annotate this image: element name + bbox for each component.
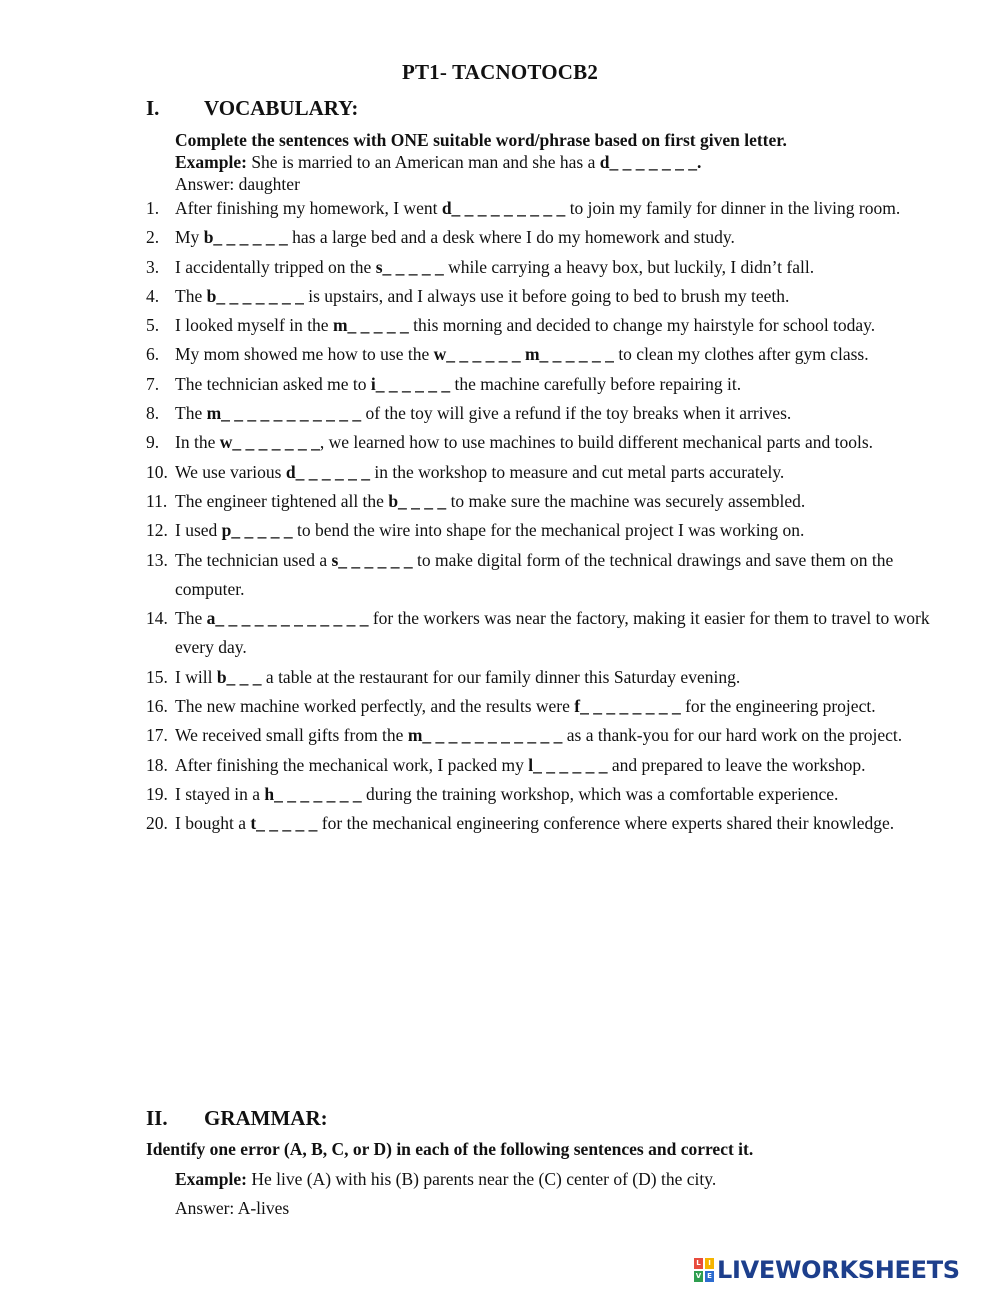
question-number: 15. — [146, 666, 168, 687]
vocabulary-example — [175, 152, 701, 173]
question-number: 7. — [146, 373, 160, 394]
question-item — [146, 223, 946, 252]
question-item — [146, 780, 946, 809]
question-number: 16. — [146, 696, 168, 717]
section-number: I. — [146, 96, 160, 120]
question-number: 2. — [146, 227, 160, 248]
question-text-after: to clean my clothes after gym class. — [613, 344, 869, 365]
question-text-after: for the mechanical engineering conference where experts shared their knowledge. — [317, 813, 895, 834]
question-text-after: and prepared to leave the workshop. — [607, 754, 866, 775]
answer-blank[interactable]: m_ _ _ _ _ _ _ _ _ _ _ — [206, 403, 362, 424]
answer-blank[interactable]: l_ _ _ _ _ _ — [528, 754, 608, 775]
question-text-after: in the workshop to measure and cut metal parts accurately. — [369, 461, 785, 482]
question-text-before: My — [175, 227, 204, 248]
question-number: 18. — [146, 754, 168, 775]
question-text-before: My mom showed me how to use the — [175, 344, 434, 365]
question-number: 13. — [146, 549, 168, 570]
question-item — [146, 604, 946, 663]
example-label: Example: — [175, 152, 247, 172]
question-number: 9. — [146, 432, 160, 453]
question-text-after: while carrying a heavy box, but luckily, I didn’t fall. — [443, 256, 815, 277]
question-number: 11. — [146, 490, 168, 511]
question-text-before: After finishing the mechanical work, I packed my — [175, 754, 529, 775]
question-text-before: The engineer tightened all the — [175, 490, 389, 511]
answer-blank[interactable]: w_ _ _ _ _ _ _ — [219, 432, 320, 453]
question-text-before: I used — [175, 520, 222, 541]
question-item — [146, 399, 946, 428]
question-item — [146, 663, 946, 692]
page-title: PT1- TACNOTOCB2 — [401, 60, 599, 84]
answer-blank[interactable]: a_ _ _ _ _ _ _ _ _ _ _ _ — [206, 608, 369, 629]
answer-blank[interactable]: h_ _ _ _ _ _ _ — [264, 783, 362, 804]
section-title: VOCABULARY: — [204, 96, 359, 120]
section-number: II. — [146, 1106, 168, 1130]
question-text-before: The — [175, 403, 207, 424]
grammar-instruction: Identify one error (A, B, C, or D) in each of the following sentences and correct it. — [146, 1139, 754, 1159]
question-text-after: for the engineering project. — [680, 696, 876, 717]
question-text-before: I stayed in a — [175, 783, 265, 804]
question-number: 20. — [146, 813, 168, 834]
question-number: 12. — [146, 520, 168, 541]
grammar-answer: Answer: A-lives — [175, 1198, 290, 1218]
question-number: 3. — [146, 256, 160, 277]
question-text-after: of the toy will give a refund if the toy breaks when it arrives. — [361, 403, 792, 424]
logo-icon-square: E — [705, 1271, 714, 1282]
question-number: 19. — [146, 783, 168, 804]
answer-blank[interactable]: d_ _ _ _ _ _ _ _ _ — [441, 198, 566, 218]
question-number: 8. — [146, 403, 160, 424]
question-text-before: The new machine worked perfectly, and the results were — [175, 696, 575, 717]
question-text-before: I will — [175, 666, 217, 687]
question-text-after: to make digital form of the technical drawings and save them on the computer. — [175, 549, 894, 599]
question-item — [146, 194, 946, 223]
question-text-after: to bend the wire into shape for the mechanical project I was working on. — [292, 520, 805, 541]
question-text-before: I looked myself in the — [175, 315, 333, 336]
question-text-after: during the training workshop, which was a comfortable experience. — [361, 783, 839, 804]
question-item — [146, 751, 946, 780]
question-text-after: as a thank-you for our hard work on the project. — [562, 725, 903, 746]
question-item — [146, 340, 946, 369]
question-item — [146, 692, 946, 721]
answer-blank[interactable]: m_ _ _ _ _ _ _ _ _ _ _ — [407, 725, 563, 746]
logo-text: LIVEWORKSHEETS — [717, 1256, 960, 1284]
vocabulary-instruction: Complete the sentences with ONE suitable word/phrase based on first given letter. — [175, 130, 787, 150]
question-text-after: to join my family for dinner in the living room. — [565, 198, 901, 218]
question-text-before: The — [175, 608, 207, 629]
question-item — [146, 311, 946, 340]
question-number: 17. — [146, 725, 168, 746]
question-text-before: We use various — [175, 461, 286, 482]
question-text-after: for the workers was near the factory, making it easier for them to travel to work every day. — [175, 608, 930, 658]
question-text-after: the machine carefully before repairing it. — [450, 373, 742, 394]
grammar-example — [175, 1169, 716, 1190]
question-text-after: is upstairs, and I always use it before going to bed to brush my teeth. — [303, 285, 790, 306]
section-vocabulary-heading — [146, 96, 358, 121]
question-number: 6. — [146, 344, 160, 365]
answer-blank[interactable]: f_ _ _ _ _ _ _ _ — [574, 696, 681, 717]
question-text-before: The technician asked me to — [175, 373, 371, 394]
example-label: Example: — [175, 1169, 247, 1189]
question-number: 5. — [146, 315, 160, 336]
answer-blank[interactable]: p_ _ _ _ _ — [221, 520, 293, 541]
logo-icon-square: V — [695, 1272, 702, 1280]
answer-blank[interactable]: s_ _ _ _ _ — [375, 256, 444, 277]
question-item — [146, 428, 946, 457]
logo-icon-square: I — [705, 1258, 714, 1269]
answer-blank[interactable]: m_ _ _ _ _ — [332, 315, 409, 336]
question-number: 14. — [146, 608, 168, 629]
question-item — [146, 721, 946, 750]
answer-blank[interactable]: b_ _ _ _ _ _ — [203, 227, 288, 248]
example-text: She is married to an American man and she has a — [251, 152, 596, 172]
question-number: 4. — [146, 285, 160, 306]
vocabulary-question-list — [146, 194, 946, 839]
question-text-after: has a large bed and a desk where I do my homework and study. — [287, 227, 735, 248]
answer-blank[interactable]: s_ _ _ _ _ _ — [331, 549, 413, 570]
question-item — [146, 253, 946, 282]
answer-blank[interactable]: b_ _ _ — [216, 666, 262, 687]
answer-blank[interactable]: b_ _ _ _ _ _ _ — [206, 285, 304, 306]
answer-blank[interactable]: i_ _ _ _ _ _ — [370, 373, 451, 394]
answer-blank[interactable]: t_ _ _ _ _ — [250, 813, 318, 834]
answer-blank[interactable]: b_ _ _ _ — [388, 490, 447, 511]
question-text-after: a table at the restaurant for our family dinner this Saturday evening. — [261, 666, 741, 687]
liveworksheets-logo — [694, 1256, 960, 1284]
question-text-before: In the — [175, 432, 220, 453]
question-text-before: I bought a — [175, 813, 251, 834]
question-item — [146, 487, 946, 516]
question-text-before: The — [175, 285, 207, 306]
question-text-before: After finishing my homework, I went — [175, 198, 442, 218]
logo-icon — [694, 1258, 714, 1282]
question-item — [146, 370, 946, 399]
question-text-after: to make sure the machine was securely assembled. — [446, 490, 806, 511]
question-number: 1. — [146, 198, 160, 218]
question-item — [146, 516, 946, 545]
logo-icon-square: L — [694, 1258, 703, 1269]
question-text-before: The technician used a — [175, 549, 332, 570]
question-text-after: this morning and decided to change my hairstyle for school today. — [408, 315, 876, 336]
answer-blank[interactable]: w_ _ _ _ _ _ m_ _ _ _ _ _ — [433, 344, 614, 365]
question-text-after: , we learned how to use machines to build different mechanical parts and tools. — [319, 432, 874, 453]
vocabulary-answer: Answer: daughter — [175, 174, 300, 194]
question-item — [146, 546, 946, 605]
question-item — [146, 809, 946, 838]
question-item — [146, 282, 946, 311]
example-blank: d_ _ _ _ _ _ _. — [599, 152, 702, 172]
section-grammar-heading — [146, 1106, 328, 1131]
section-title: GRAMMAR: — [204, 1106, 328, 1130]
question-text-before: We received small gifts from the — [175, 725, 408, 746]
answer-blank[interactable]: d_ _ _ _ _ _ — [285, 461, 370, 482]
example-text: He live (A) with his (B) parents near the (C) center of (D) the city. — [251, 1169, 717, 1189]
question-number: 10. — [146, 461, 168, 482]
question-item — [146, 458, 946, 487]
question-text-before: I accidentally tripped on the — [175, 256, 376, 277]
